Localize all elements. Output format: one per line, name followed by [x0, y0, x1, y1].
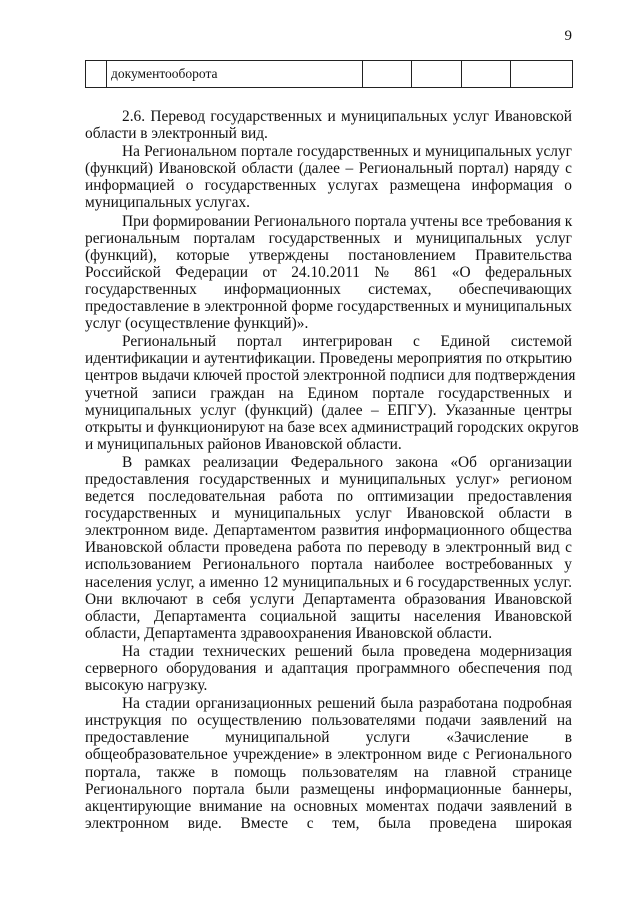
text-line: учетной записи граждан на Едином портале государственных и	[85, 384, 572, 402]
text-line: электронном виде. Вместе с тем, была проведена широкая	[85, 814, 572, 832]
text-line: области, Департамента здравоохранения Ивановской области.	[85, 624, 493, 642]
text-line: использованием Регионального портала наиболее востребованных у	[85, 556, 572, 574]
table-cell-number	[86, 61, 107, 88]
paragraph	[85, 643, 572, 694]
text-line: услуг (осуществление функций)».	[85, 315, 309, 333]
text-line: предоставление муниципальной услуги «Зачисление в	[85, 729, 572, 747]
text-line: центров выдачи ключей простой электронной подписи для подтверждения	[85, 367, 576, 385]
paragraph	[85, 143, 572, 211]
text-line: государственных и муниципальных услуг Ивановской области в	[85, 505, 572, 523]
continued-table	[85, 60, 573, 88]
text-line: серверного оборудования и адаптация программного обеспечения под	[85, 660, 572, 677]
text-line: При формировании Регионального портала учтены все требования к	[122, 212, 573, 230]
text-line: акцентирующие внимание на основных моментах подачи заявлений в	[85, 797, 572, 815]
paragraph-section-heading	[85, 108, 572, 142]
text-line: Региональный портал интегрирован с Единой системой	[122, 333, 572, 351]
table-cell	[363, 61, 412, 88]
page-number: 9	[564, 28, 572, 44]
text-line: (функций), которые утверждены постановлением Правительства	[85, 246, 572, 264]
text-line: инструкция по осуществлению пользователями подачи заявлений на	[85, 712, 572, 730]
table-cell	[462, 61, 511, 88]
table-cell	[511, 61, 573, 88]
text-line: На стадии организационных решений была разработана подробная	[122, 695, 572, 713]
text-line: предоставление в электронной форме государственных и муниципальных	[85, 298, 572, 316]
text-line: области в электронный вид.	[85, 125, 268, 143]
text-line: портала, также в помощь пользователям на главной странице	[85, 763, 572, 781]
text-line: муниципальных услугах.	[85, 194, 250, 212]
text-line: предоставления государственных и муниципальных услуг» регионом	[85, 470, 572, 488]
text-line: электронном виде. Департаментом развития информационного общества	[85, 522, 572, 540]
text-line: региональным порталам государственных и муниципальных услуг	[85, 229, 572, 247]
text-line: области, Департамента социальной защиты населения Ивановской	[85, 607, 572, 625]
text-line: населения услуг, а именно 12 муниципальных и 6 государственных услуг.	[85, 573, 572, 591]
text-line: и муниципальных районов Ивановской области.	[85, 435, 402, 453]
text-line: идентификации и аутентификации. Проведены мероприятия по открытию	[85, 350, 572, 368]
text-line: информацией о государственных услугах размещена информация о	[85, 177, 572, 195]
table-cell	[412, 61, 462, 88]
text-line: ведется последовательная работа по оптимизации предоставления	[85, 488, 572, 506]
text-line: открыты и функционируют на базе всех администраций городских округов	[85, 418, 579, 436]
text-line: На Региональном портале государственных и муниципальных услуг	[122, 143, 572, 161]
paragraph	[85, 333, 579, 453]
table-cell-text: документооборота	[107, 61, 363, 88]
text-line: общеобразовательное учреждение» в электронном виде с Регионального	[85, 746, 572, 764]
text-line: Российской Федерации от 24.10.2011 № 861 «О федеральных	[85, 263, 572, 281]
text-line: (функций) Ивановской области (далее – Региональный портал) наряду с	[85, 160, 572, 178]
body-text	[85, 108, 579, 832]
text-line: 2.6. Перевод государственных и муниципальных услуг Ивановской	[122, 108, 572, 125]
text-line: Они включают в себя услуги Департамента образования Ивановской	[85, 590, 572, 608]
table-row	[86, 61, 573, 88]
text-line: В рамках реализации Федерального закона «Об организации	[122, 453, 572, 471]
paragraph	[85, 454, 572, 642]
text-line: высокую нагрузку.	[85, 677, 208, 695]
paragraph	[85, 695, 572, 832]
text-line: На стадии технических решений была проведена модернизация	[122, 642, 572, 660]
paragraph	[85, 213, 572, 333]
text-line: государственных информационных системах, обеспечивающих	[85, 280, 572, 298]
text-line: муниципальных услуг (функций) (далее – ЕПГУ). Указанные центры	[85, 401, 572, 419]
text-line: Ивановской области проведена работа по переводу в электронный вид с	[85, 539, 572, 557]
text-line: Регионального портала были размещены информационные баннеры,	[85, 780, 572, 798]
